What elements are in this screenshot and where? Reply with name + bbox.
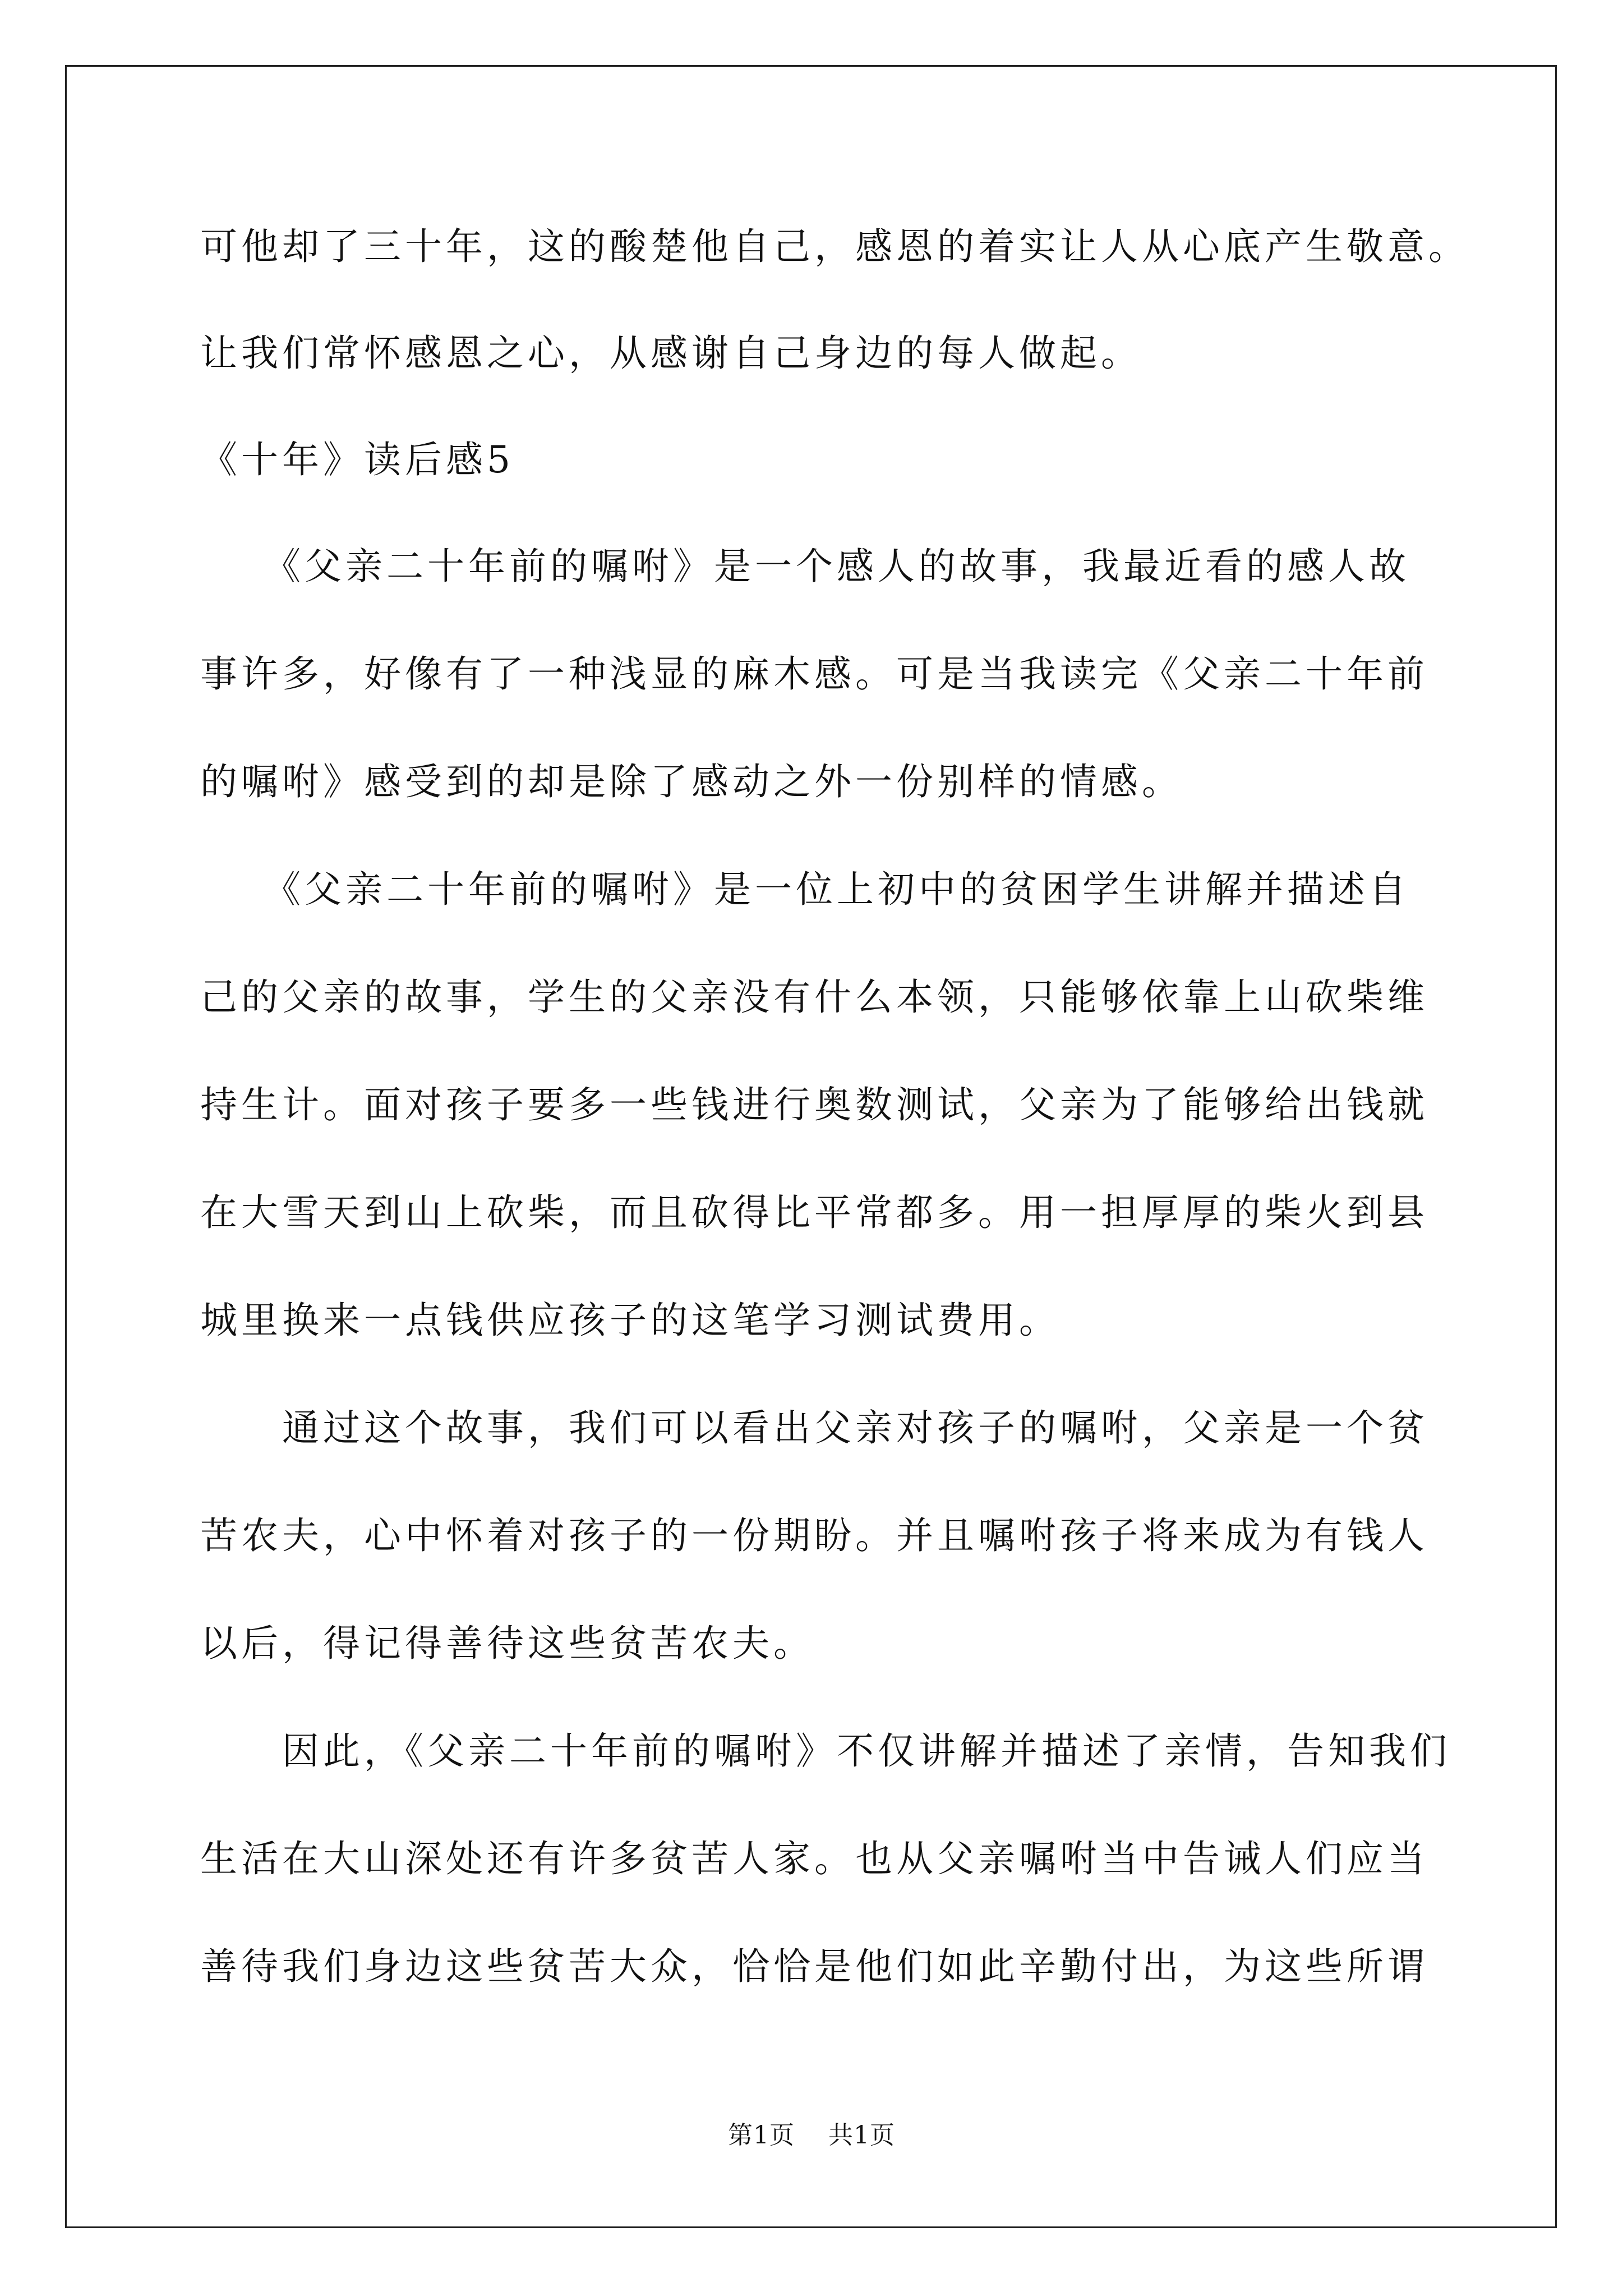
text-line: 因此，《父亲二十年前的嘱咐》不仅讲解并描述了亲情，告知我们 — [200, 1729, 1451, 1773]
text-line: 事许多，好像有了一种浅显的麻木感。可是当我读完《父亲二十年前 — [200, 652, 1428, 696]
text-line: 通过这个故事，我们可以看出父亲对孩子的嘱咐，父亲是一个贫 — [200, 1406, 1428, 1450]
page-total: 共1页 — [828, 2121, 895, 2150]
section-heading: 《十年》读后感5 — [200, 438, 514, 481]
page-border — [65, 65, 1557, 2228]
text-line: 的嘱咐》感受到的却是除了感动之外一份别样的情感。 — [200, 760, 1183, 803]
text-line: 己的父亲的故事，学生的父亲没有什么本领，只能够依靠上山砍柴维 — [200, 976, 1428, 1019]
text-line: 以后，得记得善待这些贫苦农夫。 — [200, 1622, 814, 1665]
text-line: 可他却了三十年，这的酸楚他自己，感恩的着实让人从心底产生敬意。 — [200, 225, 1469, 268]
text-line: 城里换来一点钱供应孩子的这笔学习测试费用。 — [200, 1299, 1060, 1342]
text-line: 在大雪天到山上砍柴，而且砍得比平常都多。用一担厚厚的柴火到县 — [200, 1191, 1428, 1234]
page-number: 第1页 — [728, 2121, 795, 2150]
text-line: 《父亲二十年前的嘱咐》是一位上初中的贫困学生讲解并描述自 — [200, 868, 1410, 911]
text-line: 生活在大山深处还有许多贫苦人家。也从父亲嘱咐当中告诫人们应当 — [200, 1837, 1428, 1880]
page-footer — [0, 2115, 1623, 2151]
text-line: 善待我们身边这些贫苦大众，恰恰是他们如此辛勤付出，为这些所谓 — [200, 1945, 1428, 1988]
text-line: 《父亲二十年前的嘱咐》是一个感人的故事，我最近看的感人故 — [200, 545, 1410, 588]
text-line: 让我们常怀感恩之心，从感谢自己身边的每人做起。 — [200, 332, 1142, 375]
text-line: 持生计。面对孩子要多一些钱进行奥数测试，父亲为了能够给出钱就 — [200, 1083, 1428, 1126]
text-line: 苦农夫，心中怀着对孩子的一份期盼。并且嘱咐孩子将来成为有钱人 — [200, 1514, 1428, 1557]
